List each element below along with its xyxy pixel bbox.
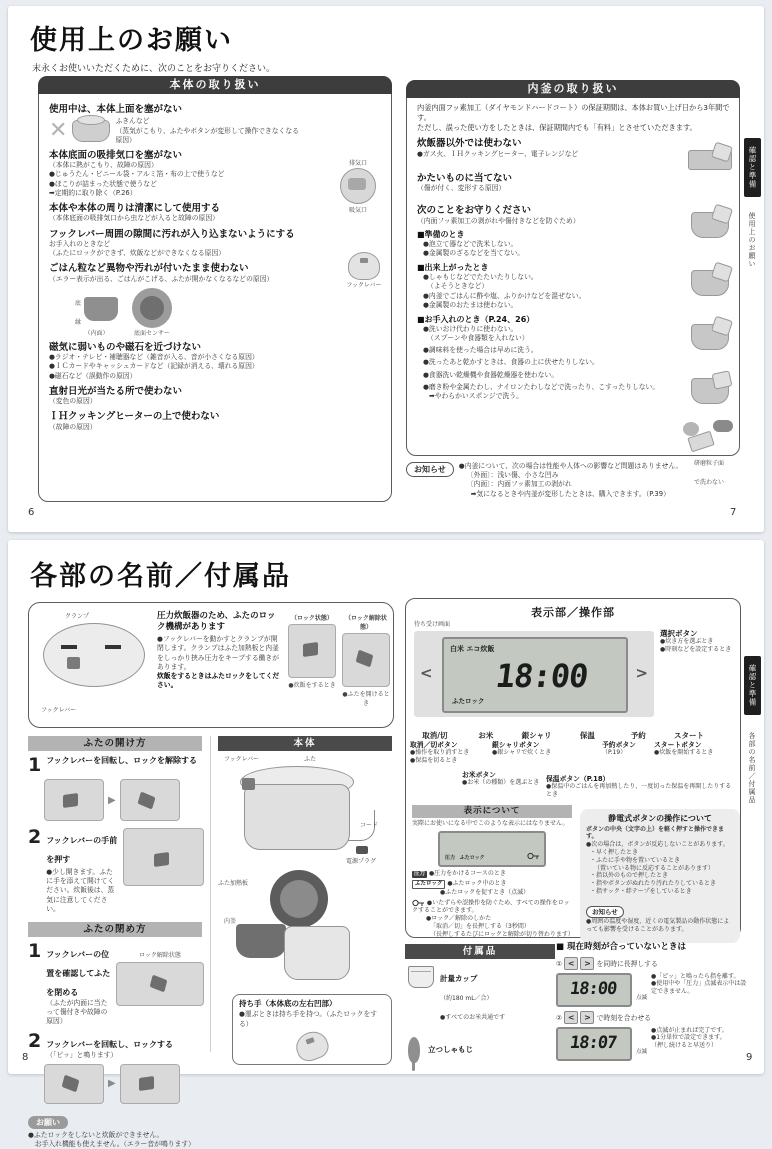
- done-b3: ●金属製のおたまは使わない。: [423, 300, 518, 309]
- select-button-heading: 選択ボタン: [660, 629, 698, 638]
- paddle-pot-illustration: [687, 320, 733, 354]
- notice-line1: ●内釜について、次の場合は性能や人体への影響など問題はありません。: [458, 462, 683, 470]
- button-cancel: 取消/切: [422, 731, 448, 740]
- left-arrow-key: <: [564, 1011, 578, 1024]
- close-step2-thumb-b: [120, 1064, 180, 1104]
- select-button-annotation: [660, 629, 736, 654]
- pot-only-rice-cooker-sub: ●ガス火、ＩＨクッキングヒーター、電子レンジなど: [417, 149, 579, 158]
- body-handling-box: [38, 76, 392, 502]
- lid-lock-box: [28, 602, 394, 728]
- pot-no-hard-objects-sub: （傷が付く、変形する原因）: [417, 184, 506, 193]
- vent-illustration: [329, 158, 387, 214]
- capacitive-notice: ●周囲の温度や湿度、近くの電気製品の動作状態によっても影響を受けることがあります。: [586, 917, 730, 933]
- lcd-display: [442, 637, 628, 713]
- hook-lever-label: フックレバー: [346, 282, 382, 289]
- lid-label: ふた: [304, 756, 317, 763]
- lock-state-thumb: [287, 613, 337, 689]
- chapter-tab-parts-accessories: 各部の名前／付属品: [748, 732, 756, 804]
- lid-heater-label: ふた加熱板: [218, 880, 249, 887]
- exhaust-label: 排気口: [348, 160, 367, 167]
- bottom-label: 底: [75, 299, 82, 307]
- notice-line2: 〔外面〕：浅い傷、小さな凹み: [466, 471, 559, 480]
- capacitive-button-box: [580, 809, 740, 943]
- chapter-tab-usage-note: 使用上のお願い: [748, 212, 756, 268]
- dark-sponge-graphic: [713, 420, 733, 432]
- request-line2: お手入れ機能も使えません。（エラー音が鳴ります）: [28, 1139, 195, 1148]
- handle-heading: 持ち手（本体底の左右凹部）: [239, 999, 337, 1008]
- step2-text: で時刻を合わせる: [596, 1013, 651, 1022]
- unlock-state-caption: （ロック解除状態）: [345, 615, 387, 631]
- intake-label: 吸気口: [348, 207, 367, 214]
- abrasive-side-label-1: 研磨粒子面: [693, 460, 724, 467]
- page9-number: 9: [746, 1052, 753, 1063]
- ginshari-annotation-b1: ●銀シャリで炊くとき: [492, 749, 552, 757]
- step-number: 1: [28, 939, 42, 962]
- select-button-b1: ●炊き方を選ぶとき: [660, 638, 714, 645]
- lock-bold: 炊飯をするときはふたロックをしてください。: [157, 671, 280, 690]
- button-start: スタート: [674, 731, 705, 740]
- inner-pot-label: 内釜: [224, 918, 237, 925]
- open-step1-thumb-b: [120, 779, 180, 821]
- close-step2-sub: （「ピッ」と鳴ります）: [46, 1051, 118, 1060]
- lock-text: [157, 611, 283, 690]
- lid-open-header: ふたの開け方: [28, 736, 202, 751]
- lock-body: ●フックレバーを動かすとクランプが開閉します。クランプはふた加熱板と内釜をしっかり挟み圧力をキープする働きがあります。: [157, 635, 280, 671]
- lid-heater-graphic: [270, 870, 328, 928]
- item-sunlight: 直射日光が当たる所で使わない （変色の原因）: [49, 385, 183, 406]
- close-step1-sub: （ふたが内面に当たって傷付きや故障の原因）: [46, 998, 108, 1026]
- close-step1-thumb: [116, 962, 204, 1006]
- page8-number: 8: [22, 1052, 29, 1063]
- vent-circle-graphic: [340, 168, 376, 204]
- plug-label: 電源プラグ: [346, 858, 377, 865]
- prohibition-x-icon: ✕: [49, 118, 68, 144]
- body-graphic: [244, 784, 350, 850]
- arrow-right-icon: ▶: [108, 794, 116, 806]
- open-body-graphic: [284, 926, 350, 980]
- measuring-cup-icon: [408, 966, 434, 988]
- bottom-sensor-label: 底面センサー: [134, 329, 171, 337]
- prep-heading: ■準備のとき: [417, 229, 465, 239]
- display-info-lcd: [438, 831, 546, 867]
- cancel-annotation-b2: ●保温を切るとき: [410, 756, 458, 764]
- timer-annotation-b1: （P.19）: [602, 749, 627, 757]
- display-info-box: [412, 805, 572, 938]
- handle-callout: [232, 994, 392, 1065]
- lid-open-close-column: [28, 756, 204, 1149]
- key-icon: [527, 852, 540, 860]
- cancel-annotation: [410, 741, 476, 765]
- rice-annotation-heading: お米ボタン: [462, 771, 496, 779]
- item-ih-heater: ＩＨクッキングヒーターの上で使わない （故障の原因）: [49, 411, 220, 431]
- display-info-intro: 実際にお使いになる中でこのような表示にはなりません。: [412, 820, 569, 827]
- pot-well-graphic: [132, 288, 172, 328]
- cord-label: コード: [360, 822, 379, 829]
- close-step2-thumb-a: [44, 1064, 104, 1104]
- clock-lcd-1: 18:00: [556, 973, 632, 1007]
- operation-panel: [414, 631, 654, 717]
- spread-pages-6-7: [8, 6, 764, 532]
- close-step1-text: フックレバーの位置を確認してふたを閉める: [46, 949, 111, 997]
- timer-annotation: [602, 741, 648, 757]
- body-handling-header: 本体の取り扱い: [38, 76, 392, 94]
- unlock-state-sub: ●ふたを開けるとき: [342, 691, 390, 707]
- lid-lock-badge: ふたロック: [412, 880, 445, 889]
- button-rice: お米: [478, 731, 494, 740]
- page7-notice: [406, 462, 740, 499]
- pot-observe-sub: （内面フッ素加工の剥がれや傷付きなどを防ぐため）: [417, 216, 580, 225]
- capacitive-b1: ・早く押したとき: [590, 848, 639, 856]
- start-annotation-heading: スタートボタン: [654, 741, 702, 749]
- spread-pages-8-9: [8, 540, 764, 1148]
- page6-title: 使用上のお願い: [30, 25, 233, 56]
- lock-state-sub: ●炊飯をするとき: [288, 682, 336, 689]
- care-heading: ■お手入れのとき（P.24、26）: [417, 314, 535, 324]
- chapter-tab-preparation: 確認と準備: [744, 656, 761, 715]
- done-b1: ●しゃもじなどでたたいたりしない。: [423, 273, 538, 282]
- select-left-arrow: <: [420, 664, 433, 682]
- step2-note3: （押し続けると早送り）: [651, 1042, 718, 1050]
- inner-face-label: （内面）: [84, 329, 109, 337]
- capacitive-b4: ・指やボタンがぬれたり汚れたりしているとき: [590, 880, 717, 888]
- inner-pot-graphic: [236, 924, 286, 958]
- capacitive-l2: ●次の場合は、ボタンが反応しないことがあります。: [586, 841, 729, 849]
- capacitive-b5: ・指サック・絆テープをしているとき: [590, 887, 692, 895]
- lid-lock-note-a: ●ふたロック中のとき: [447, 879, 507, 887]
- inner-pot-graphic: [84, 297, 118, 321]
- key-lock-note-d: （長押しするたびにロックと解除が切り替わります）: [430, 930, 574, 938]
- rice-paddle-label: 立つしゃもじ: [428, 1045, 473, 1055]
- capacitive-b3: ・指以外のもので押したとき: [590, 872, 669, 880]
- done-b1b: （よそうときなど）: [427, 282, 489, 291]
- arrow-right-graphic: [105, 645, 121, 649]
- abrasive-side-label-2: で洗わない: [693, 479, 724, 486]
- item-magnetism: 磁気に弱いものや磁石を近づけない ●ラジオ・テレビ・補聴器など（雑音が入る、音が小さくなる原因） ●ＩＣカードやキャッシュカードなど（記録が消える、壊れる原因） ●磁石など（誤動作の原因）: [49, 341, 259, 380]
- clock-heading: ■ 現在時刻が合っていないときは: [556, 942, 686, 952]
- keep-warm-annotation: [546, 775, 734, 799]
- keep-warm-annotation-heading: 保温ボタン（P.18）: [546, 775, 610, 783]
- lock-state-caption: （ロック状態）: [291, 615, 333, 622]
- lcd-pressure-text: 圧力: [445, 854, 456, 861]
- gas-stove-illustration: [687, 146, 733, 180]
- step1-text: を同時に長押しする: [596, 959, 658, 968]
- arrow-right-icon: ▶: [108, 1078, 116, 1090]
- step-number: 1: [28, 754, 42, 776]
- select-button-b2: ●時刻などを設定するとき: [660, 645, 732, 653]
- standby-label: 待ち受け画面: [414, 621, 451, 628]
- done-b2: ●内釜でごはんに酢や塩、ふりかけなどを混ぜない。: [423, 291, 586, 300]
- timer-annotation-heading: 予約ボタン: [602, 741, 636, 749]
- lock-state-graphic: [288, 624, 336, 678]
- accessories-list: [408, 966, 548, 1063]
- cancel-annotation-heading: 取消／切ボタン: [410, 741, 458, 749]
- unlock-state-small-label: ロック解除状態: [139, 951, 181, 959]
- key-lock-note-b: ●ロック／解除のしかた: [426, 914, 492, 922]
- warranty-intro-2: ただし、誤った使い方をしたときは、保証期間内でも「有料」とさせていただきます。: [417, 123, 697, 133]
- select-right-arrow: >: [635, 664, 648, 682]
- pot-well-illustration: [132, 288, 172, 337]
- body-header: 本体: [218, 736, 392, 751]
- left-arrow-key: <: [564, 957, 578, 970]
- item-dont-cover-top: 使用中は、本体上面を塞がない ✕ ふきんなど （蒸気がこもり、ふたやボタンが変形して操作できなくなる原因）: [49, 104, 299, 144]
- key-lock-note-c: 「取消／切」を長押しする（3秒間）: [430, 922, 530, 930]
- clock-setting-section: [556, 942, 752, 1061]
- inner-pot-outside-illustration: [75, 290, 118, 337]
- hook-lever-label: フックレバー: [224, 756, 260, 763]
- capacitive-b2b: （置いている物に反応することがあります）: [594, 864, 715, 872]
- lid-close-header: ふたの閉め方: [28, 922, 202, 937]
- capacitive-notice-pill: お知らせ: [586, 906, 624, 918]
- rice-paddle-icon: [408, 1037, 420, 1063]
- clamp-illustration: [39, 611, 151, 717]
- hook-lever-illustration: [339, 252, 389, 289]
- handle-body: ●運ぶときは持ち手を持つ。（ふたロックをする）: [239, 1010, 378, 1028]
- hook-flap-graphic: [67, 657, 80, 669]
- open-step2-text: フックレバーの手前を押す: [46, 836, 118, 864]
- step2-note1: ●点滅が止まれば完了です。: [651, 1026, 728, 1034]
- blink-label: 点滅: [636, 1048, 648, 1055]
- prep-b1: ●泡立て器などで洗米しない。: [423, 239, 518, 248]
- care-b5b: ➡やわらかいスポンジで洗う。: [429, 391, 523, 400]
- item-dont-block-vents: 本体底面の吸排気口を塞がない （本体に熱がこもり、故障の原因） ●じゅうたん・ビニール袋・アルミ箔・布の上で使うなど ●ほこりが詰まった状態で使うなど ➡定期的に取り除く（P.26）: [49, 149, 225, 197]
- care-b3: ●洗ったあと乾かすときは、食器の上に伏せたりしない。: [423, 358, 599, 367]
- body-illustration: [218, 754, 394, 1054]
- button-keep-warm: 保温: [579, 731, 595, 740]
- step2-note2: ●1分単位で設定できます。: [651, 1034, 726, 1042]
- close-step2-text: フックレバーを回転し、ロックする: [46, 1040, 173, 1050]
- clamp-label: クランプ: [65, 613, 90, 620]
- capacitive-l1: ボタンの中央（文字の上）を軽く押すと操作できます。: [586, 825, 725, 841]
- item-hook-lever-gap: フックレバー周囲の隙間に汚れが入り込まないようにする お手入れのときなど （ふたにロックができず、炊飯などができなくなる原因）: [49, 228, 295, 258]
- rim-label: 縁: [75, 318, 82, 326]
- pot-no-hard-objects-heading: かたいものに当てない: [417, 172, 513, 184]
- notice-line4: ➡気になるときや内釜が変形したときは、購入できます。（P.39）: [470, 489, 670, 498]
- display-panel-title: 表示部／操作部: [531, 606, 615, 619]
- clock-lcd-2: 18:07: [556, 1027, 632, 1061]
- open-step1-thumb-a: [44, 779, 104, 821]
- lcd-lock-text: ふたロック: [459, 854, 485, 861]
- button-ginshari: 銀シャリ: [521, 731, 552, 740]
- lid-lock-note-b: ●ふたロックを促すとき（点滅）: [440, 889, 530, 897]
- measuring-cup-size: （約180 mL／合）: [440, 995, 493, 1002]
- page6-subtitle: 末永くお使いいただくために、次のことをお守りください。: [32, 64, 276, 74]
- measuring-cup-note: ●すべてのお米共通です: [440, 1014, 506, 1021]
- prep-b2: ●金属製のざるなどを当てない。: [423, 249, 525, 258]
- pot-only-rice-cooker-heading: 炊飯器以外では使わない: [417, 138, 522, 150]
- display-panel-box: [405, 598, 741, 938]
- item-keep-clean: 本体や本体の周りは清潔にして使用する （本体底面の吸排気口から虫などが入ると故障の原因）: [49, 202, 221, 223]
- page6-number: 6: [28, 507, 35, 518]
- lock-heading: 圧力炊飯器のため、ふたのロック機構があります: [157, 611, 276, 632]
- step2-circle: ②: [556, 1013, 563, 1022]
- request-line1: ●ふたロックをしないと炊飯ができません。: [28, 1130, 164, 1139]
- lcd-lock-text: ふたロック: [452, 697, 485, 705]
- cooker-topview-graphic: [43, 623, 145, 687]
- right-arrow-key: >: [580, 1011, 594, 1024]
- pressure-note: ●圧力をかけるコースのとき: [428, 869, 506, 877]
- item1-caption: ふきんなど: [115, 117, 150, 126]
- care-b4: ●食器洗い乾燥機や食器乾燥器を使わない。: [423, 370, 559, 379]
- step1-note2: ●使用中や「圧力」点滅表示中は設定できません。: [651, 980, 747, 996]
- covered-cooker-illustration: [72, 120, 110, 142]
- warranty-intro-1: 内釜内面フッ素加工（ダイヤモンドハードコート）の保証期間は、本体お買い上げ日から3年間です。: [417, 103, 730, 123]
- key-lock-note-a: ●いたずらや誤操作を防ぐため、すべての操作をロックすることができます。: [412, 899, 570, 915]
- request-pill: お願い: [28, 1116, 68, 1129]
- accessories-header: 付属品: [405, 944, 555, 959]
- blink-label: 点滅: [636, 994, 648, 1001]
- keep-warm-annotation-b1: ●保温中のごはんを再加熱したり、一度切った保温を再開したりするとき: [546, 783, 732, 798]
- care-b2: ●調味料を使った場合は早めに洗う。: [423, 346, 538, 355]
- page7-number: 7: [730, 507, 737, 518]
- care-b1b: （スプーンや食器類を入れない）: [427, 334, 529, 343]
- item1-reason: （蒸気がこもり、ふたやボタンが変形して操作できなくなる原因）: [115, 126, 299, 144]
- inner-pot-handling-header: 内釜の取り扱い: [406, 80, 740, 98]
- cancel-annotation-b1: ●操作を取り消すとき: [410, 749, 470, 757]
- rice-annotation-b1: ●お米（の種類）を選ぶとき: [462, 779, 540, 787]
- button-timer: 予約: [630, 731, 646, 740]
- plug-graphic: [356, 846, 368, 854]
- done-heading: ■出来上がったとき: [417, 263, 489, 273]
- page8-title: 各部の名前／付属品: [30, 561, 291, 592]
- carry-cooker-graphic: [292, 1027, 332, 1064]
- start-annotation-b1: ●炊飯を開始するとき: [654, 749, 714, 757]
- hook-lever-label: フックレバー: [41, 707, 77, 714]
- step1-circle: ①: [556, 959, 563, 968]
- care-b1: ●洗いおけ代わりに使わない。: [423, 324, 518, 333]
- hook-flap-graphic: [242, 778, 255, 790]
- care-b5: ●磨き粉や金属たわし、ナイロンたわしなどで洗ったり、こすったりしない。: [423, 382, 660, 391]
- step1-note1: ●「ピッ」と鳴ったら指を離す。: [651, 972, 740, 980]
- start-annotation: [654, 741, 736, 757]
- step-number: 2: [28, 1030, 42, 1053]
- open-step1-text: フックレバーを回転し、ロックを解除する: [46, 756, 197, 765]
- washing-pot-illustration: [687, 374, 733, 408]
- capacitive-b2: ・ふたに手や物を置いているとき: [590, 856, 681, 864]
- whisk-pot-illustration: [687, 266, 733, 300]
- pot-observe-heading: 次のことをお守りください: [417, 205, 532, 217]
- column-divider: [210, 736, 211, 1052]
- lcd-mode-text: 白米 エコ炊飯: [450, 645, 495, 653]
- open-step2-sub: ●少し開きます。ふたに手を添えて開けてください。炊飯後は、蒸気に注意してください。: [46, 868, 115, 913]
- pot-impact-illustration: [687, 208, 733, 242]
- cooker-top-graphic: [348, 252, 380, 280]
- notice-pill: お知らせ: [406, 462, 454, 477]
- button-row: [412, 723, 712, 742]
- right-arrow-key: >: [580, 957, 594, 970]
- unlock-state-graphic: [342, 633, 390, 687]
- measuring-cup-label: 計量カップ: [440, 974, 478, 983]
- capacitive-header: 静電式ボタンの操作について: [608, 814, 712, 823]
- open-step2-thumb: [123, 828, 204, 886]
- rice-annotation: [462, 771, 540, 787]
- step-number: 2: [28, 826, 42, 848]
- ginshari-annotation: [492, 741, 552, 757]
- item-no-debris: ごはん粒など異物や汚れが付いたまま使わない （エラー表示が出る、ごはんがこげる、ふたが開かなくなるなどの原因） 底 縁 （内面） 底面センサー: [49, 263, 274, 337]
- unlock-state-thumb: [341, 613, 391, 707]
- pressure-badge: 圧力: [414, 870, 426, 877]
- chapter-tab-preparation: 確認と準備: [744, 138, 761, 197]
- display-info-header: 表示について: [412, 805, 572, 818]
- key-icon: [412, 899, 425, 907]
- lcd-time: 18:00: [493, 657, 590, 695]
- notice-line3: 〔内面〕：内面フッ素加工の剥がれ: [466, 480, 572, 489]
- arrow-left-graphic: [61, 645, 77, 649]
- ginshari-annotation-heading: 銀シャリボタン: [492, 741, 540, 749]
